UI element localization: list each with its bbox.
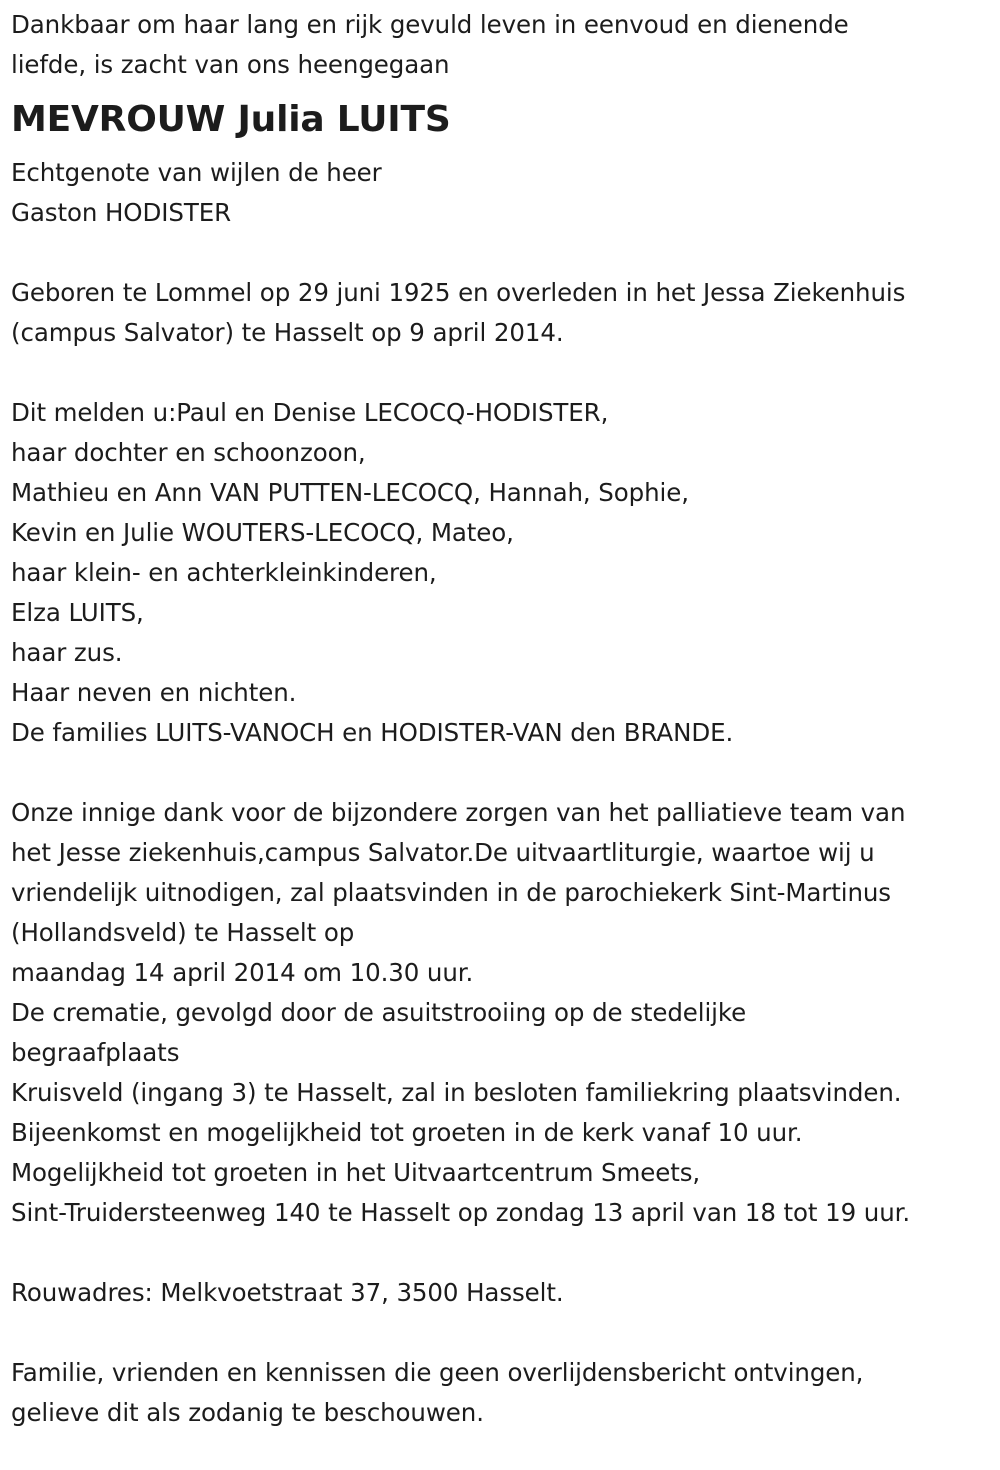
mourning-address: Rouwadres: Melkvoetstraat 37, 3500 Hasselt. xyxy=(11,1278,564,1307)
intro-section xyxy=(11,5,996,85)
deceased-name: MEVROUW Julia LUITS xyxy=(11,99,451,140)
spouse-line: Gaston HODISTER xyxy=(11,198,231,227)
spacer xyxy=(11,1233,996,1273)
spacer xyxy=(11,353,996,393)
ceremony-line: begraafplaats xyxy=(11,1038,180,1067)
closing-section xyxy=(11,1353,996,1433)
family-line: haar klein- en achterkleinkinderen, xyxy=(11,558,437,587)
birth-death-section xyxy=(11,273,996,353)
ceremony-line: (Hollandsveld) te Hasselt op xyxy=(11,918,355,947)
spouse-line: Echtgenote van wijlen de heer xyxy=(11,158,382,187)
spouse-section xyxy=(11,153,996,233)
ceremony-line: Kruisveld (ingang 3) te Hasselt, zal in besloten familiekring plaatsvinden. xyxy=(11,1078,902,1107)
intro-line: Dankbaar om haar lang en rijk gevuld leven in eenvoud en dienende xyxy=(11,10,849,39)
ceremony-section xyxy=(11,793,996,1233)
spacer xyxy=(11,233,996,273)
closing-line: gelieve dit als zodanig te beschouwen. xyxy=(11,1398,484,1427)
ceremony-line: vriendelijk uitnodigen, zal plaatsvinden in de parochiekerk Sint-Martinus xyxy=(11,878,891,907)
birth-death-line: (campus Salvator) te Hasselt op 9 april 2014. xyxy=(11,318,564,347)
spacer xyxy=(11,753,996,793)
family-section xyxy=(11,393,996,753)
family-line: Dit melden u:Paul en Denise LECOCQ-HODISTER, xyxy=(11,398,609,427)
family-line: Elza LUITS, xyxy=(11,598,144,627)
intro-line: liefde, is zacht van ons heengegaan xyxy=(11,50,450,79)
family-line: haar dochter en schoonzoon, xyxy=(11,438,366,467)
ceremony-line: De crematie, gevolgd door de asuitstrooiing op de stedelijke xyxy=(11,998,747,1027)
family-line: De families LUITS-VANOCH en HODISTER-VAN den BRANDE. xyxy=(11,718,734,747)
closing-line: Familie, vrienden en kennissen die geen overlijdensbericht ontvingen, xyxy=(11,1358,864,1387)
family-line: haar zus. xyxy=(11,638,123,667)
ceremony-line: Mogelijkheid tot groeten in het Uitvaartcentrum Smeets, xyxy=(11,1158,701,1187)
ceremony-line: Sint-Truidersteenweg 140 te Hasselt op zondag 13 april van 18 tot 19 uur. xyxy=(11,1198,911,1227)
family-line: Haar neven en nichten. xyxy=(11,678,297,707)
spacer xyxy=(11,1313,996,1353)
ceremony-line: maandag 14 april 2014 om 10.30 uur. xyxy=(11,958,474,987)
family-line: Kevin en Julie WOUTERS-LECOCQ, Mateo, xyxy=(11,518,514,547)
ceremony-line: Onze innige dank voor de bijzondere zorgen van het palliatieve team van xyxy=(11,798,906,827)
family-line: Mathieu en Ann VAN PUTTEN-LECOCQ, Hannah, Sophie, xyxy=(11,478,689,507)
birth-death-line: Geboren te Lommel op 29 juni 1925 en overleden in het Jessa Ziekenhuis xyxy=(11,278,906,307)
obituary-notice xyxy=(11,5,996,1433)
ceremony-line: het Jesse ziekenhuis,campus Salvator.De uitvaartliturgie, waartoe wij u xyxy=(11,838,875,867)
ceremony-line: Bijeenkomst en mogelijkheid tot groeten in de kerk vanaf 10 uur. xyxy=(11,1118,803,1147)
